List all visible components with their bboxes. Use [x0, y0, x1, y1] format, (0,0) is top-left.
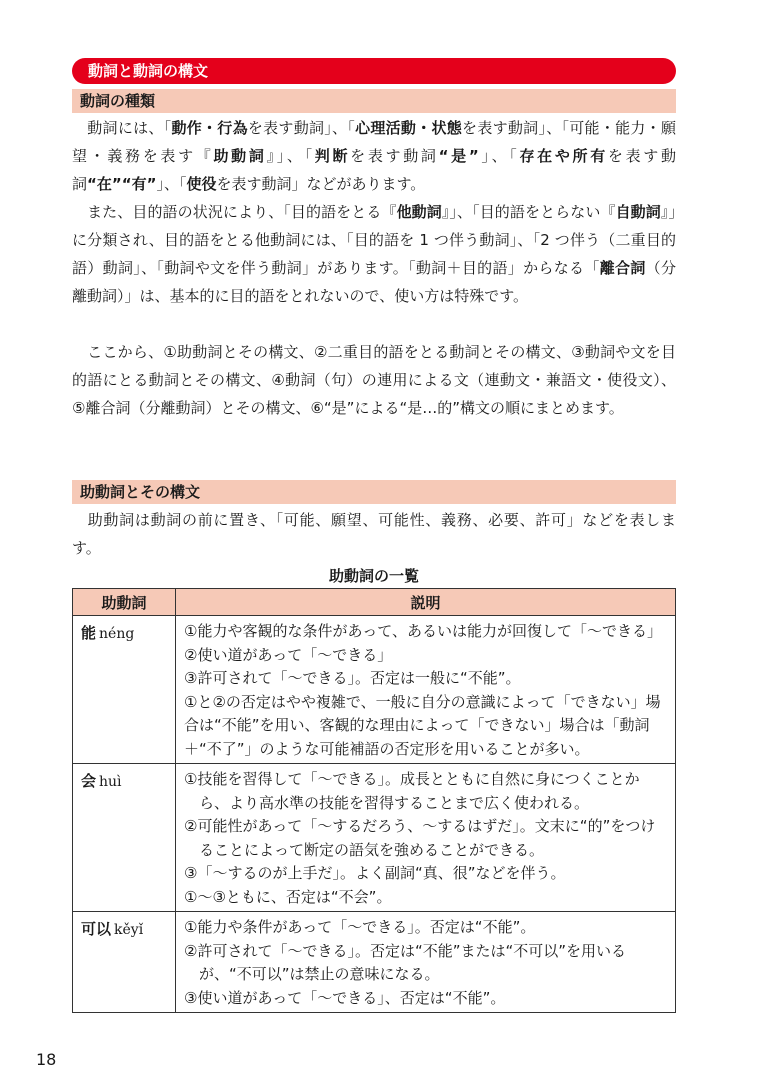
verb-pinyin: huì: [99, 774, 122, 790]
table-row: [73, 764, 676, 912]
auxiliary-verb-table: [72, 588, 676, 1013]
description-line: ①能力や条件があって「～できる」。否定は“不能”。: [184, 918, 536, 936]
text-run: 」、「: [478, 147, 520, 165]
text-run: 』」、「: [266, 147, 315, 165]
chapter-banner: 動詞と動詞の構文: [72, 58, 676, 84]
paragraph-verb-types-1: [72, 114, 676, 198]
description-line: ②可能性があって「～するだろう、～するはずだ」。文末に“的”をつけることによって断定の語気を強めることができる。: [184, 817, 656, 859]
description-cell: [176, 912, 676, 1013]
verb-cell: [73, 764, 176, 912]
page-number: 18: [36, 1050, 57, 1069]
verb-pinyin: néng: [99, 626, 135, 642]
table-title: 助動詞の一覧: [328, 567, 419, 585]
description-cell: [176, 764, 676, 912]
verb-cell: [73, 912, 176, 1013]
bold-term: 自動詞: [615, 203, 661, 221]
bold-term: 他動詞: [396, 203, 442, 221]
text-run: 』」に分類され、目的語をとる他動詞には、「目的語を 1 つ伴う動詞」、「2 つ伴う（二重目的語）動詞」、「動詞や文を伴う動詞」があります。「動詞＋目的語」からなる「: [72, 203, 676, 277]
bold-term: 離合詞: [599, 259, 646, 277]
verb-cell: [73, 616, 176, 764]
table-row: [73, 616, 676, 764]
text-run: を表す動詞」、「: [247, 119, 356, 137]
verb-hanzi: 会: [81, 772, 97, 790]
table-header-row: [73, 589, 676, 616]
section-heading-auxiliary-verbs: 助動詞とその構文: [72, 480, 676, 504]
verb-hanzi: 能: [81, 624, 97, 642]
bold-term: 使役: [186, 175, 217, 193]
text-run: を表す動詞」、「可能・能力・願望・義務を表す『: [72, 119, 676, 165]
paragraph-verb-types-3: ここから、①助動詞とその構文、②二重目的語をとる動詞とその構文、③動詞や文を目的語にとる動詞とその構文、④動詞（句）の連用による文（連動文・兼語文・使役文）、⑤離合詞（分離動詞）とその構文、⑥“是”による“是…的”構文の順にまとめます。: [72, 343, 676, 417]
section-heading-verb-types: 動詞の種類: [72, 89, 676, 113]
text-run: （分離動詞）」は、基本的に目的語をとれないので、使い方は特殊です。: [72, 259, 676, 305]
bold-term: “在”“有”: [87, 175, 157, 193]
paragraph-auxiliary-intro: 助動詞は動詞の前に置き、「可能、願望、可能性、義務、必要、許可」などを表します。: [72, 511, 676, 557]
description-line: ①～③ともに、否定は“不会”。: [184, 887, 392, 906]
description-line: ①技能を習得して「～できる」。成長とともに自然に身につくことから、より高水準の技能を習得することまで広く使われる。: [184, 770, 640, 812]
text-run: また、目的語の状況により、「目的語をとる『: [72, 203, 397, 221]
column-header-word: 助動詞: [73, 589, 176, 616]
table-row: [73, 912, 676, 1013]
description-line: ③許可されて「～できる」。否定は一般に“不能”。: [184, 669, 521, 687]
bold-term: 判断: [314, 147, 351, 165]
paragraph-verb-types-2: [72, 198, 676, 310]
bold-term: 動作・行為: [171, 119, 248, 137]
description-cell: [176, 616, 676, 764]
text-run: を表す動詞: [350, 147, 439, 165]
column-header-description: 説明: [176, 589, 676, 616]
bold-term: 存在や所有: [519, 147, 608, 165]
text-run: を表す動詞: [72, 147, 676, 193]
text-run: 」、「: [156, 175, 187, 193]
bold-term: 助動詞: [213, 147, 267, 165]
description-line: ①と②の否定はやや複雑で、一般に自分の意識によって「できない」場合は“不能”を用い、客観的な理由によって「できない」場合は「動詞＋“不了”」のような可能補語の否定形を用いることが多い。: [184, 692, 661, 758]
description-line: ②使い道があって「～できる」: [184, 645, 393, 664]
bold-term: 心理活動・状態: [355, 119, 463, 137]
description-line: ②許可されて「～できる」。否定は“不能”または“不可以”を用いるが、“不可以”は禁止の意味になる。: [184, 941, 627, 983]
text-run: 』」、「目的語をとらない『: [441, 203, 616, 221]
bold-term: “是”: [438, 147, 479, 165]
description-line: ③「～するのが上手だ」。よく副詞“真、很”などを伴う。: [184, 864, 566, 882]
description-line: ①能力や客観的な条件があって、あるいは能力が回復して「～できる」: [184, 622, 663, 640]
verb-hanzi: 可以: [81, 920, 112, 938]
text-run: を表す動詞」などがあります。: [216, 175, 426, 193]
text-run: 動詞には、「: [72, 119, 172, 137]
verb-pinyin: kěyǐ: [114, 922, 144, 938]
description-line: ③使い道があって「～できる」、否定は“不能”。: [184, 988, 506, 1007]
